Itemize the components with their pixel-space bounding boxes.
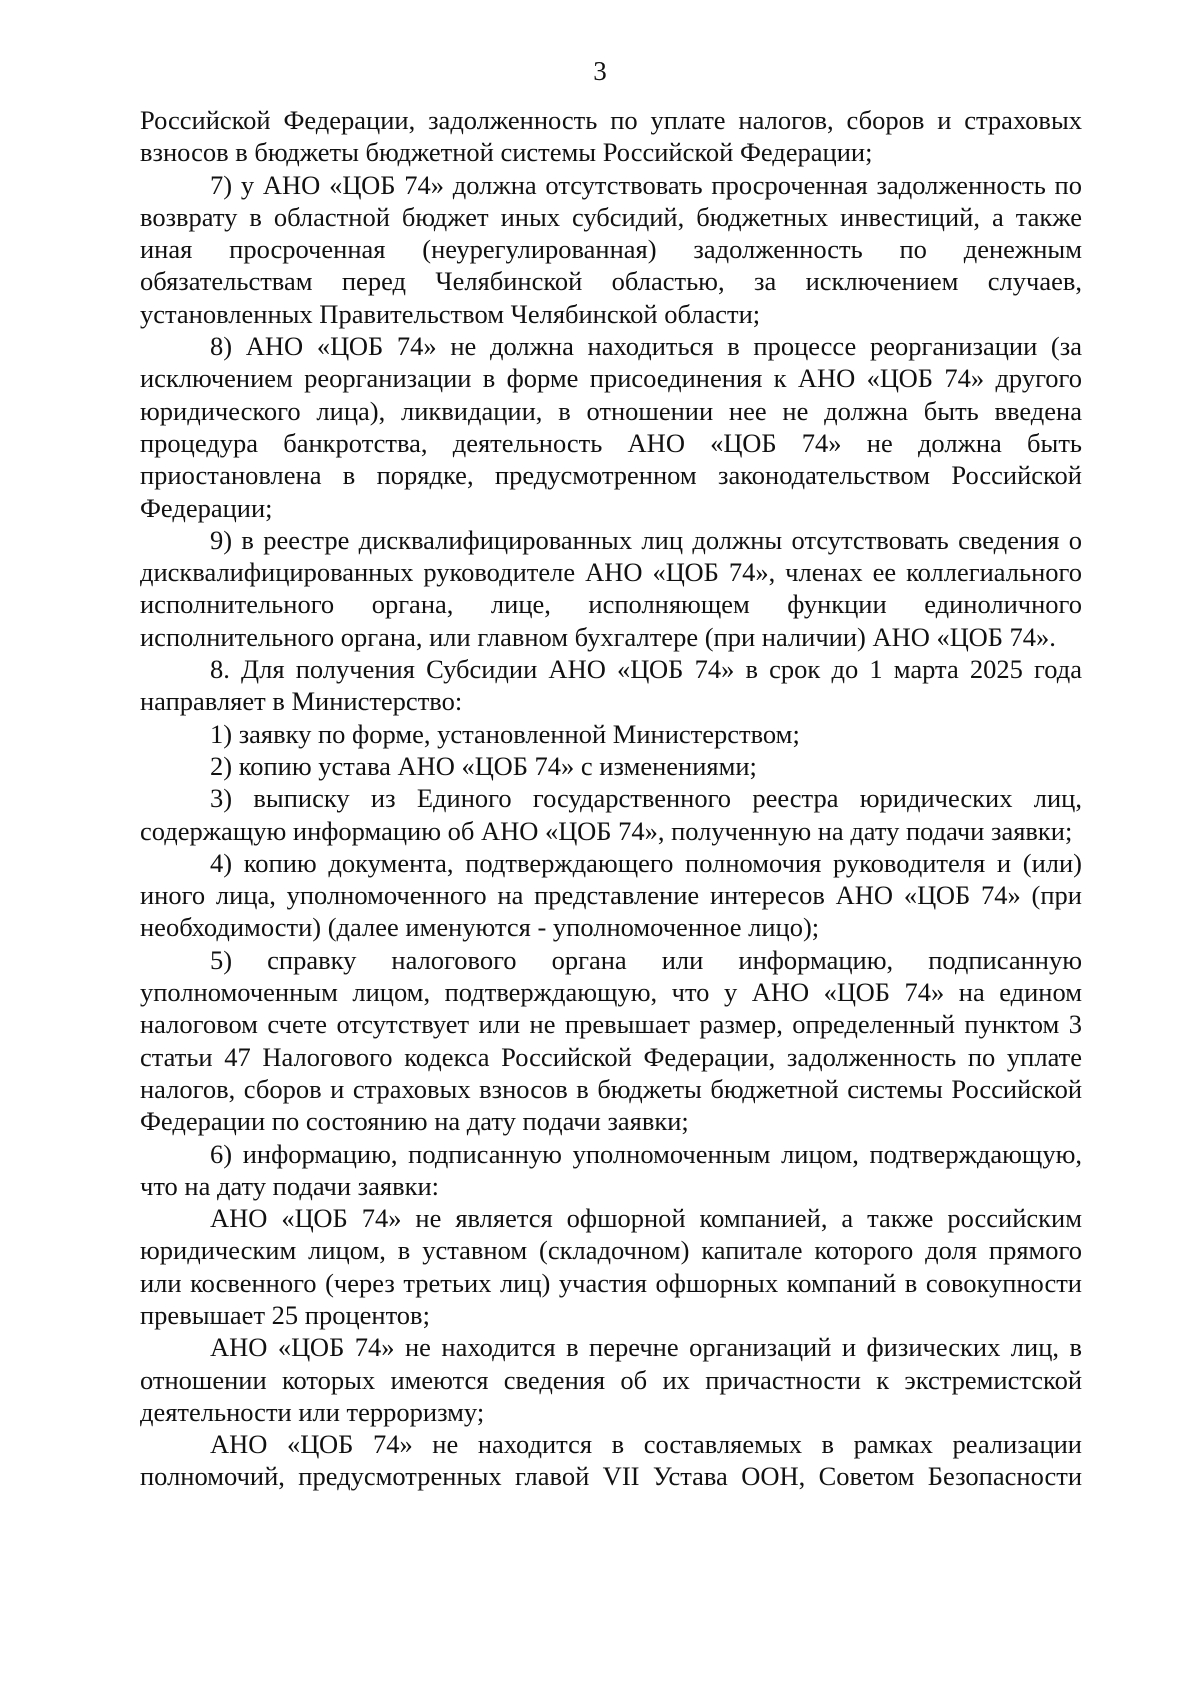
paragraph-offshore: АНО «ЦОБ 74» не является офшорной компанией, а также российским юридическим лицом, в уставном (складочном) капитале которого доля прямого или косвенного (через третьих лиц) участия офшорных компаний в совокупности превышает 25 процентов; bbox=[140, 1203, 1082, 1330]
paragraph-doc-5: 5) справку налогового органа или информацию, подписанную уполномоченным лицом, подтверждающую, что у АНО «ЦОБ 74» на едином налоговом счете отсутствует или не превышает размер, определенный пунктом 3 статьи 47 Налогового кодекса Российской Федерации, задолженность по уплате налогов, сборов и страховых взносов в бюджеты бюджетной системы Российской Федерации по состоянию на дату подачи заявки; bbox=[140, 944, 1082, 1137]
paragraph-extremism: АНО «ЦОБ 74» не находится в перечне организаций и физических лиц, в отношении которых имеются сведения об их причастности к экстремистской деятельности или терроризму; bbox=[140, 1332, 1082, 1427]
paragraph-doc-3: 3) выписку из Единого государственного реестра юридических лиц, содержащую информацию об АНО «ЦОБ 74», полученную на дату подачи заявки; bbox=[140, 783, 1082, 846]
paragraph-item-7: 7) у АНО «ЦОБ 74» должна отсутствовать просроченная задолженность по возврату в областной бюджет иных субсидий, бюджетных инвестиций, а также иная просроченная (неурегулированная) задолженность по денежным обязательствам перед Челябинской областью, за исключением случаев, установленных Правительством Челябинской области; bbox=[140, 169, 1082, 329]
paragraph-continuation: Российской Федерации, задолженность по уплате налогов, сборов и страховых взносов в бюджеты бюджетной системы Российской Федерации; bbox=[140, 105, 1082, 168]
paragraph-item-9: 9) в реестре дисквалифицированных лиц должны отсутствовать сведения о дисквалифицированных руководителе АНО «ЦОБ 74», членах ее коллегиального исполнительного органа, лице, исполняющем функции единоличного исполнительного органа, или главном бухгалтере (при наличии) АНО «ЦОБ 74». bbox=[140, 524, 1082, 652]
paragraph-un-charter: АНО «ЦОБ 74» не находится в составляемых в рамках реализации полномочий, предусмотренных главой VII Устава ООН, Советом Безопасности bbox=[140, 1429, 1082, 1492]
paragraph-item-8: 8) АНО «ЦОБ 74» не должна находиться в процессе реорганизации (за исключением реорганизации в форме присоединения к АНО «ЦОБ 74» другого юридического лица), ликвидации, в отношении нее не должна быть введена процедура банкротства, деятельность АНО «ЦОБ 74» не должна быть приостановлена в порядке, предусмотренном законодательством Российской Федерации; bbox=[140, 331, 1082, 523]
paragraph-doc-6: 6) информацию, подписанную уполномоченным лицом, подтверждающую, что на дату подачи заявки: bbox=[140, 1138, 1082, 1201]
paragraph-doc-1: 1) заявку по форме, установленной Министерством; bbox=[210, 718, 800, 749]
paragraph-doc-4: 4) копию документа, подтверждающего полномочия руководителя и (или) иного лица, уполномоченного на представление интересов АНО «ЦОБ 74» (при необходимости) (далее именуются - уполномоченное лицо); bbox=[140, 847, 1082, 943]
paragraph-section-8: 8. Для получения Субсидии АНО «ЦОБ 74» в срок до 1 марта 2025 года направляет в Министерство: bbox=[140, 654, 1082, 717]
paragraph-doc-2: 2) копию устава АНО «ЦОБ 74» с изменениями; bbox=[210, 750, 757, 781]
document-body bbox=[140, 104, 1082, 1493]
page-number: 3 bbox=[593, 56, 607, 86]
